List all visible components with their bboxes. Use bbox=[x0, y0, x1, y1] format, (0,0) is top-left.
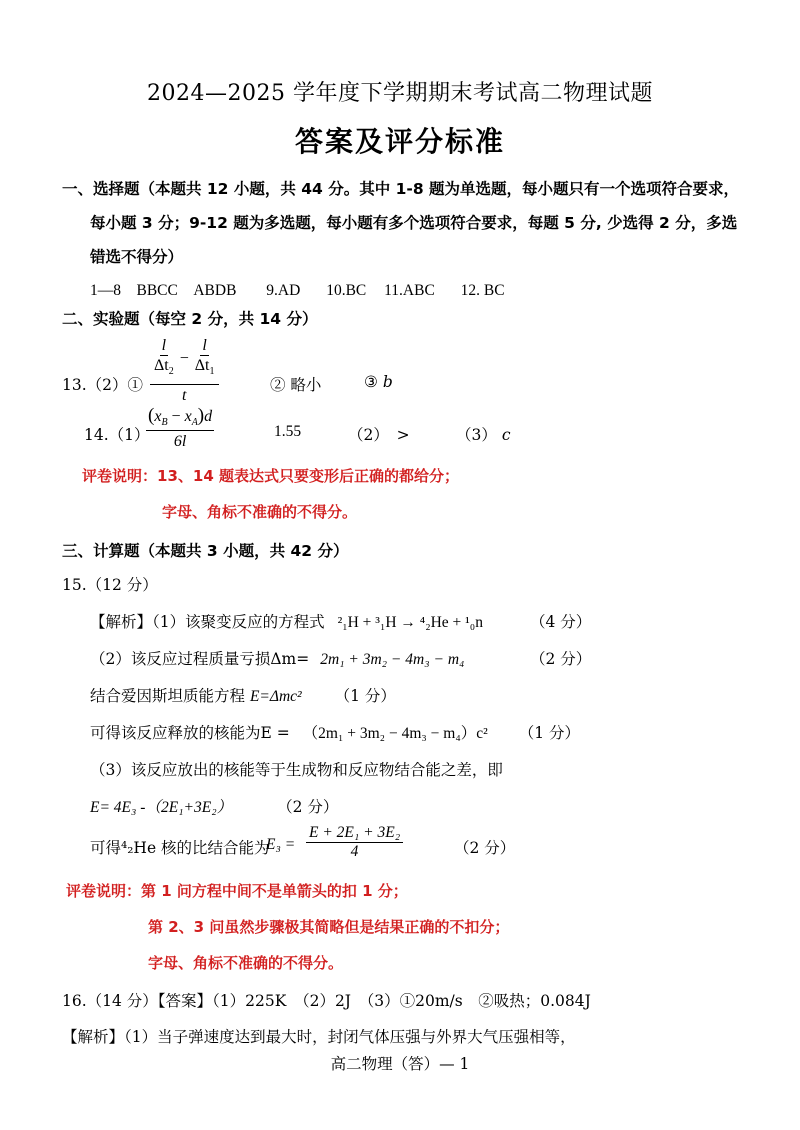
q13-label: 13.（2）① bbox=[62, 376, 144, 394]
q15-line1: 【解析】（1）该聚变反应的方程式 ²₁H + ³₁H → ⁴₂He + ¹₀n （4 分） bbox=[90, 613, 592, 631]
exam-title: 2024—2025 学年度下学期期末考试高二物理试题 bbox=[147, 81, 653, 106]
section1-heading: 一、选择题（本题共 12 小题，共 44 分。其中 1-8 题为单选题，每小题只有一个选项符合要求， bbox=[62, 180, 740, 198]
q15-line2: （2）该反应过程质量亏损Δm= 2m₁ + 3m₂ − 4m₃ − m₄ （2 分） bbox=[90, 650, 592, 668]
q15-line5: （3）该反应放出的核能等于生成物和反应物结合能之差，即 bbox=[90, 761, 503, 779]
q15-line6: E= 4E₃ -（2E₁+3E₂） （2 分） bbox=[90, 798, 339, 816]
answer-10: 10.BC bbox=[326, 282, 367, 299]
q14-part3: （3） c bbox=[456, 426, 511, 444]
q15-line3: 结合爱因斯坦质能方程 E=Δmc² （1 分） bbox=[90, 687, 396, 705]
q14-value: 1.55 bbox=[274, 423, 302, 440]
q13-formula: l $\Delta t_2$ − $\frac{l}{\Delta t_1}$ t bbox=[150, 336, 219, 405]
answer-12: 12. BC bbox=[460, 282, 505, 299]
section1-line2: 每小题 3 分；9-12 题为多选题，每小题有多个选项符合要求，每题 5 分, 少选得 2 分，多选 bbox=[90, 214, 738, 232]
section2-note2: 字母、角标不准确的不得分。 bbox=[162, 503, 358, 521]
q13-answer2: ② 略小 bbox=[270, 376, 322, 394]
q16-answer-line: 16.（14 分）【答案】（1）225K （2）2J （3）①20m/s ②吸热；0.084J bbox=[62, 992, 591, 1010]
section3-heading: 三、计算题（本题共 3 小题，共 42 分） bbox=[62, 542, 349, 560]
answer-11: 11.ABC bbox=[384, 282, 435, 299]
answer-9: 9.AD bbox=[266, 282, 301, 299]
q13-answer3: ③ b bbox=[364, 373, 393, 391]
q14-label: 14.（1） bbox=[84, 426, 150, 444]
page-footer: 高二物理（答）— 1 bbox=[330, 1055, 470, 1073]
q15-line4: 可得该反应释放的核能为E = （2m₁ + 3m₂ − 4m₃ − m₄）c² （1 分） bbox=[90, 724, 580, 742]
q15-label: 15.（12 分） bbox=[62, 576, 158, 594]
q16-analysis-line: 【解析】（1）当子弹速度达到最大时，封闭气体压强与外界大气压强相等， bbox=[62, 1028, 576, 1046]
section1-line3: 错选不得分） bbox=[90, 248, 184, 266]
section3-note1: 评卷说明：第 1 问方程中间不是单箭头的扣 1 分； bbox=[66, 882, 408, 900]
section3-note3: 字母、角标不准确的不得分。 bbox=[148, 954, 344, 972]
q14-formula: $(x_B - x_A)d$ 6l bbox=[148, 405, 213, 451]
answer-subtitle: 答案及评分标准 bbox=[294, 125, 505, 158]
section2-note1: 评卷说明：13、14 题表达式只要变形后正确的都给分； bbox=[82, 467, 459, 485]
section3-note2: 第 2、3 问虽然步骤极其简略但是结果正确的不扣分； bbox=[148, 918, 510, 936]
answers-1-8: 1—8 BBCC ABDB bbox=[90, 282, 237, 299]
section1-answers bbox=[90, 278, 505, 300]
q14-part2: （2） > bbox=[348, 426, 410, 444]
section2-heading: 二、实验题（每空 2 分，共 14 分） bbox=[62, 310, 318, 328]
